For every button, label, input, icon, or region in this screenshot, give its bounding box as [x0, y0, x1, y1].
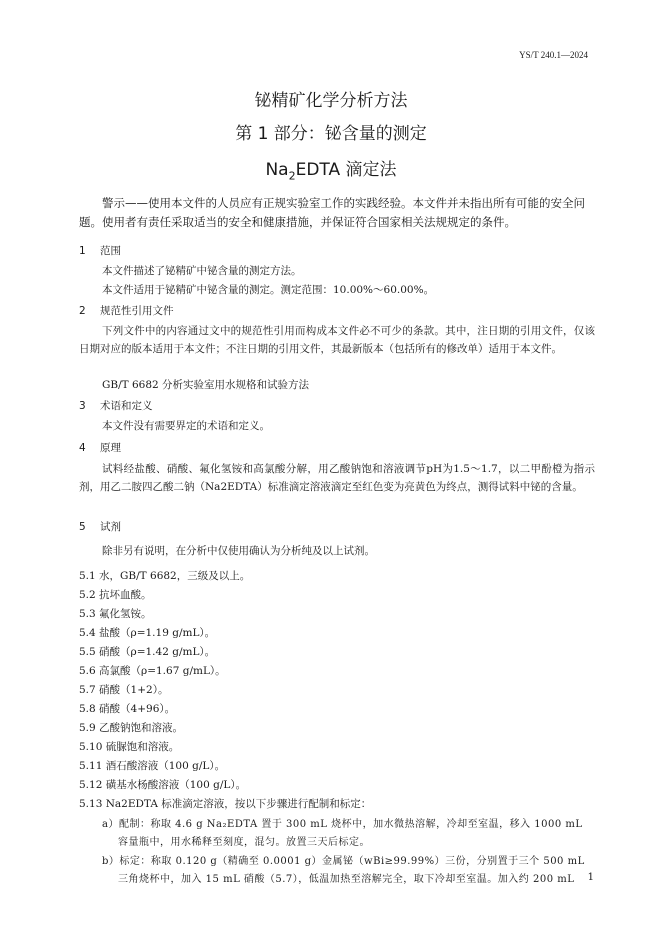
method-prefix: Na — [265, 160, 289, 180]
part-title: 第 1 部分：铋含量的测定 — [235, 124, 427, 144]
principle-paragraph: 试料经盐酸、硝酸、氟化氢铵和高氯酸分解，用乙酸钠饱和溶液调节pH为1.5～1.7，以二甲酚橙为指示剂，用乙二胺四乙酸二钠（Na2EDTA）标准滴定溶液滴定至红色变为亮黄色为终点，测得试料中铋的含量。 — [79, 463, 595, 493]
step-a-line-2: 容量瓶中，用水稀释至刻度，混匀。放置三天后标定。 — [118, 837, 370, 848]
section-number: 1 — [79, 245, 86, 257]
reference-gbt6682: GB/T 6682 分析实验室用水规格和试验方法 — [102, 379, 310, 391]
terms-paragraph: 本文件没有需要界定的术语和定义。 — [102, 420, 270, 432]
reagent-item: 5.6 高氯酸（ρ=1.67 g/mL）。 — [79, 665, 226, 677]
reagent-item: 5.3 氟化氢铵。 — [79, 608, 152, 620]
method-subscript: 2 — [288, 169, 296, 183]
section-heading-terms — [79, 398, 153, 413]
section-heading-reagents — [79, 519, 121, 534]
section-number: 3 — [79, 400, 86, 412]
reagent-item: 5.8 硝酸（4+96）。 — [79, 703, 176, 715]
reagent-item: 5.4 盐酸（ρ=1.19 g/mL）。 — [79, 627, 216, 639]
reagent-item: 5.10 硫脲饱和溶液。 — [79, 741, 180, 753]
reagent-item: 5.11 酒石酸溶液（100 g/L）。 — [79, 760, 226, 772]
step-b-line-2: 三角烧杯中，加入 15 mL 硝酸（5.7），低温加热至溶解完全，取下冷却至室温。加入约 200 mL — [118, 874, 575, 885]
reagents-intro: 除非另有说明，在分析中仅使用确认为分析纯及以上试剂。 — [102, 545, 375, 557]
reagent-item: 5.2 抗坏血酸。 — [79, 589, 152, 601]
references-paragraph: 下列文件中的内容通过文中的规范性引用而构成本文件必不可少的条款。其中，注日期的引用文件，仅该日期对应的版本适用于本文件；不注日期的引用文件，其最新版本（包括所有的修改单）适用于本文件。 — [79, 325, 595, 355]
warning-paragraph: 警示——使用本文件的人员应有正规实验室工作的实践经验。本文件并未指出所有可能的安全问题。使用者有责任采取适当的安全和健康措施，并保证符合国家相关法规规定的条件。 — [79, 196, 585, 229]
section-heading-scope — [79, 243, 121, 258]
section-title: 规范性引用文件 — [100, 305, 174, 317]
method-title — [0, 155, 662, 182]
reagent-item: 5.13 Na2EDTA 标准滴定溶液，按以下步骤进行配制和标定： — [79, 798, 372, 810]
section-heading-normative-references — [79, 303, 174, 318]
section-title: 试剂 — [100, 521, 121, 533]
reagent-item: 5.5 硝酸（ρ=1.42 g/mL）。 — [79, 646, 216, 658]
method-suffix: EDTA 滴定法 — [295, 160, 397, 180]
reagent-item: 5.7 硝酸（1+2）。 — [79, 684, 169, 696]
standard-number: YS/T 240.1—2024 — [519, 50, 588, 60]
page-number: 1 — [587, 872, 594, 883]
step-a-line-1: a）配制：称取 4.6 g Na₂EDTA 置于 300 mL 烧杯中，加水微热溶解，冷却至室温，移入 1000 mL — [102, 819, 583, 830]
section-title: 术语和定义 — [100, 400, 153, 412]
section-number: 2 — [79, 305, 86, 317]
section-title: 原理 — [100, 442, 121, 454]
section-title: 范围 — [100, 245, 121, 257]
reagent-item: 5.9 乙酸钠饱和溶液。 — [79, 722, 184, 734]
section-heading-principle — [79, 440, 121, 455]
section-number: 5 — [79, 521, 86, 533]
step-b-line-1: b）标定：称取 0.120 g（精确至 0.0001 g）金属铋（wBi≥99.99%）三份，分别置于三个 500 mL — [102, 856, 585, 867]
section-number: 4 — [79, 442, 86, 454]
reagent-item: 5.1 水，GB/T 6682，三级及以上。 — [79, 570, 251, 582]
reagent-item: 5.12 磺基水杨酸溶液（100 g/L）。 — [79, 779, 247, 791]
scope-paragraph-2: 本文件适用于铋精矿中铋含量的测定。测定范围：10.00%～60.00%。 — [102, 284, 435, 296]
scope-paragraph-1: 本文件描述了铋精矿中铋含量的测定方法。 — [102, 265, 302, 277]
document-title: 铋精矿化学分析方法 — [254, 91, 408, 111]
